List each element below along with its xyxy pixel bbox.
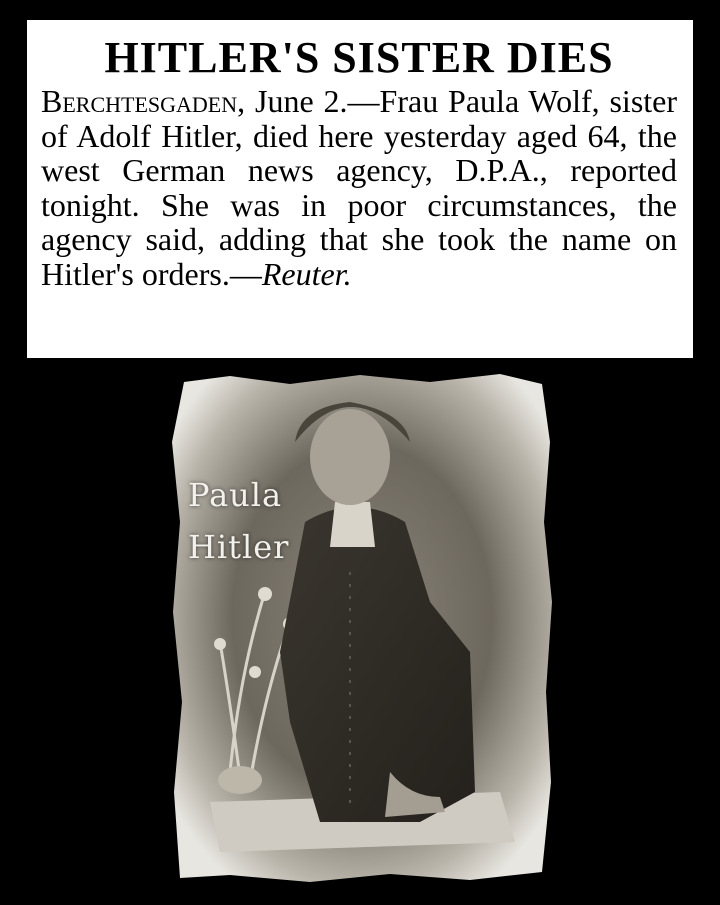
- face: [310, 409, 390, 505]
- newspaper-clipping: [27, 20, 693, 358]
- article-text: Frau Paula Wolf, sister of Adolf Hitler, died here yesterday aged 64, the west German news agency, D.P.A., reported tonight. She was in poor circumstances, the agency said, adding that she took the name on Hitler's orders.: [41, 83, 678, 292]
- portrait-photo: [170, 372, 554, 885]
- news-source: Reuter.: [261, 255, 352, 292]
- caption-last-name: Hitler: [188, 528, 290, 566]
- sepia-portrait-image: [170, 372, 554, 885]
- headline: HITLER'S SISTER DIES: [104, 33, 614, 82]
- caption-first-name: Paula: [188, 476, 283, 514]
- article-body: Berchtesgaden, June 2.—Frau Paula Wolf, sister of Adolf Hitler, died here yesterday aged 64, the west German news agency, D.P.A., reported tonight. She was in poor circumstances, the agency said, adding that she took the name on Hitler's orders.—Reuter.: [41, 83, 678, 292]
- dateline: Berchtesgaden: [41, 83, 238, 119]
- article-date: June 2.: [255, 83, 348, 119]
